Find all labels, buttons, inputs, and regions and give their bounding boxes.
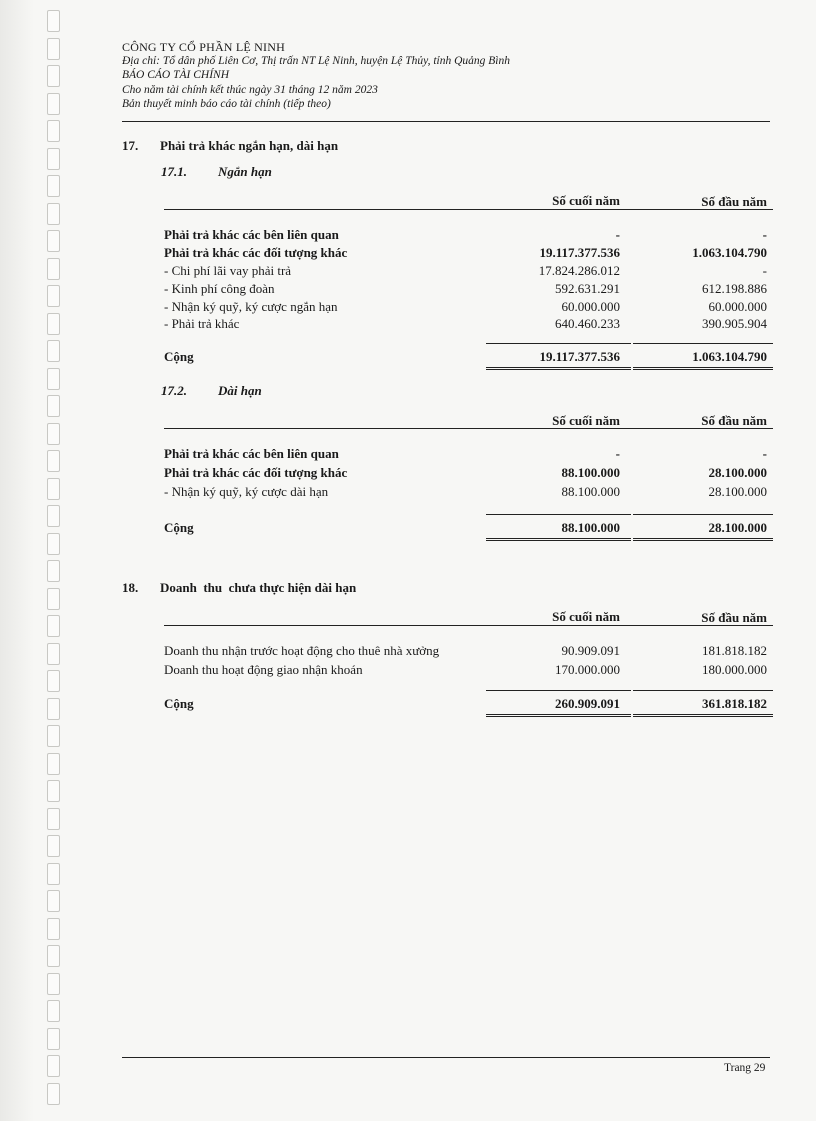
row-end-value: 19.117.377.536 (539, 245, 620, 260)
binding-hole (47, 588, 60, 610)
row-label: Phải trả khác các bên liên quan (164, 446, 339, 461)
total-label: Cộng (164, 696, 194, 711)
binding-hole (47, 340, 60, 362)
page-number: Trang 29 (724, 1062, 766, 1074)
binding-hole (47, 368, 60, 390)
binding-hole (47, 423, 60, 445)
row-begin-value: 612.198.886 (702, 281, 767, 296)
table-row (164, 299, 769, 316)
binding-hole (47, 1083, 60, 1105)
binding-hole (47, 973, 60, 995)
total-end-value: 260.909.091 (555, 696, 620, 711)
col-header-begin: Số đầu năm (701, 610, 767, 625)
row-label: - Phải trả khác (164, 316, 240, 331)
row-end-value: 592.631.291 (555, 281, 620, 296)
row-begin-value: 390.905.904 (702, 316, 767, 331)
total-rule (486, 343, 631, 344)
row-begin-value: 28.100.000 (708, 465, 767, 480)
row-begin-value: 28.100.000 (708, 484, 767, 499)
row-label: - Nhận ký quỹ, ký cược ngắn hạn (164, 299, 338, 314)
total-rule (633, 690, 773, 691)
total-row (164, 696, 769, 716)
binding-hole (47, 780, 60, 802)
table-17-1-rule (164, 209, 773, 210)
binding-hole (47, 478, 60, 500)
binding-hole (47, 285, 60, 307)
binding-hole (47, 643, 60, 665)
table-row (164, 465, 769, 482)
section-17-1-number: 17.1. (161, 164, 187, 179)
table-18-rule (164, 625, 773, 626)
section-18-title: Doanh thu chưa thực hiện dài hạn (160, 580, 357, 595)
binding-hole (47, 698, 60, 720)
section-17-2-title: Dài hạn (218, 383, 262, 398)
row-end-value: 640.460.233 (555, 316, 620, 331)
total-label: Cộng (164, 520, 194, 535)
total-rule (486, 690, 631, 691)
company-address: Địa chỉ: Tổ dân phố Liên Cơ, Thị trấn NT Lệ Ninh, huyện Lệ Thủy, tỉnh Quảng Bình (122, 55, 511, 68)
total-row (164, 520, 769, 540)
row-end-value: 17.824.286.012 (538, 263, 620, 278)
binding-hole (47, 1055, 60, 1077)
table-row (164, 446, 769, 463)
binding-hole (47, 10, 60, 32)
report-title: BÁO CÁO TÀI CHÍNH (122, 69, 230, 82)
table-row (164, 245, 769, 262)
binding-hole (47, 890, 60, 912)
binding-hole (47, 395, 60, 417)
row-begin-value: 1.063.104.790 (692, 245, 767, 260)
report-notes: Bản thuyết minh báo cáo tài chính (tiếp theo) (122, 97, 331, 110)
binding-hole (47, 615, 60, 637)
table-row (164, 281, 769, 298)
binding-hole (47, 863, 60, 885)
total-end-value: 88.100.000 (561, 520, 620, 535)
row-end-value: 88.100.000 (561, 484, 620, 499)
double-underline (486, 367, 631, 370)
binding-edge (0, 0, 34, 1121)
row-end-value: 88.100.000 (561, 465, 620, 480)
binding-hole (47, 1000, 60, 1022)
binding-hole (47, 313, 60, 335)
total-rule (486, 514, 631, 515)
binding-hole (47, 505, 60, 527)
total-end-value: 19.117.377.536 (539, 349, 620, 364)
double-underline (633, 367, 773, 370)
col-header-end: Số cuối năm (552, 413, 620, 428)
company-name: CÔNG TY CỔ PHẦN LỆ NINH (122, 40, 285, 54)
section-17-1-title: Ngắn hạn (218, 164, 272, 179)
binding-hole (47, 1028, 60, 1050)
binding-hole (47, 93, 60, 115)
table-row (164, 316, 769, 333)
section-17-title: Phải trả khác ngắn hạn, dài hạn (160, 138, 339, 153)
double-underline (486, 714, 631, 717)
row-begin-value: - (762, 446, 767, 461)
col-header-begin: Số đầu năm (701, 413, 767, 428)
total-begin-value: 361.818.182 (702, 696, 767, 711)
row-begin-value: 60.000.000 (708, 299, 767, 314)
section-18-number: 18. (122, 580, 139, 595)
table-row (164, 662, 769, 679)
document-header (122, 40, 510, 111)
row-label: Phải trả khác các bên liên quan (164, 227, 339, 242)
total-label: Cộng (164, 349, 194, 364)
binding-hole (47, 450, 60, 472)
footer-divider (122, 1057, 770, 1058)
binding-hole (47, 38, 60, 60)
table-row (164, 484, 769, 501)
section-17-number: 17. (122, 138, 139, 153)
binding-hole (47, 560, 60, 582)
binding-hole (47, 945, 60, 967)
table-row (164, 643, 769, 660)
binding-hole (47, 835, 60, 857)
row-begin-value: - (762, 227, 767, 242)
col-header-end: Số cuối năm (552, 193, 620, 208)
row-label: Doanh thu nhận trước hoạt động cho thuê nhà xưởng (164, 643, 440, 658)
table-row (164, 227, 769, 244)
row-begin-value: - (762, 263, 767, 278)
row-end-value: - (615, 446, 620, 461)
binding-hole (47, 148, 60, 170)
double-underline (486, 538, 631, 541)
double-underline (633, 714, 773, 717)
row-label: Doanh thu hoạt động giao nhận khoán (164, 662, 363, 677)
total-begin-value: 1.063.104.790 (692, 349, 767, 364)
row-label: Phải trả khác các đối tượng khác (164, 465, 348, 480)
binding-hole (47, 203, 60, 225)
binding-hole (47, 65, 60, 87)
binding-hole (47, 175, 60, 197)
binding-hole (47, 120, 60, 142)
binding-hole (47, 753, 60, 775)
row-end-value: - (615, 227, 620, 242)
row-end-value: 90.909.091 (561, 643, 620, 658)
col-header-begin: Số đầu năm (701, 194, 767, 209)
binding-hole (47, 808, 60, 830)
report-period: Cho năm tài chính kết thúc ngày 31 tháng 12 năm 2023 (122, 83, 378, 96)
binding-hole (47, 258, 60, 280)
section-17-2-number: 17.2. (161, 383, 187, 398)
row-label: - Chi phí lãi vay phải trả (164, 263, 292, 278)
row-begin-value: 181.818.182 (702, 643, 767, 658)
double-underline (633, 538, 773, 541)
row-label: Phải trả khác các đối tượng khác (164, 245, 348, 260)
total-rule (633, 343, 773, 344)
binding-hole (47, 918, 60, 940)
total-begin-value: 28.100.000 (708, 520, 767, 535)
row-end-value: 60.000.000 (561, 299, 620, 314)
total-row (164, 349, 769, 369)
row-label: - Nhận ký quỹ, ký cược dài hạn (164, 484, 329, 499)
header-divider (122, 121, 770, 122)
row-label: - Kinh phí công đoàn (164, 281, 275, 296)
total-rule (633, 514, 773, 515)
row-begin-value: 180.000.000 (702, 662, 767, 677)
row-end-value: 170.000.000 (555, 662, 620, 677)
table-row (164, 263, 769, 280)
binding-hole (47, 725, 60, 747)
binding-hole (47, 533, 60, 555)
binding-hole (47, 670, 60, 692)
binding-hole (47, 230, 60, 252)
col-header-end: Số cuối năm (552, 609, 620, 624)
table-17-2-rule (164, 428, 773, 429)
